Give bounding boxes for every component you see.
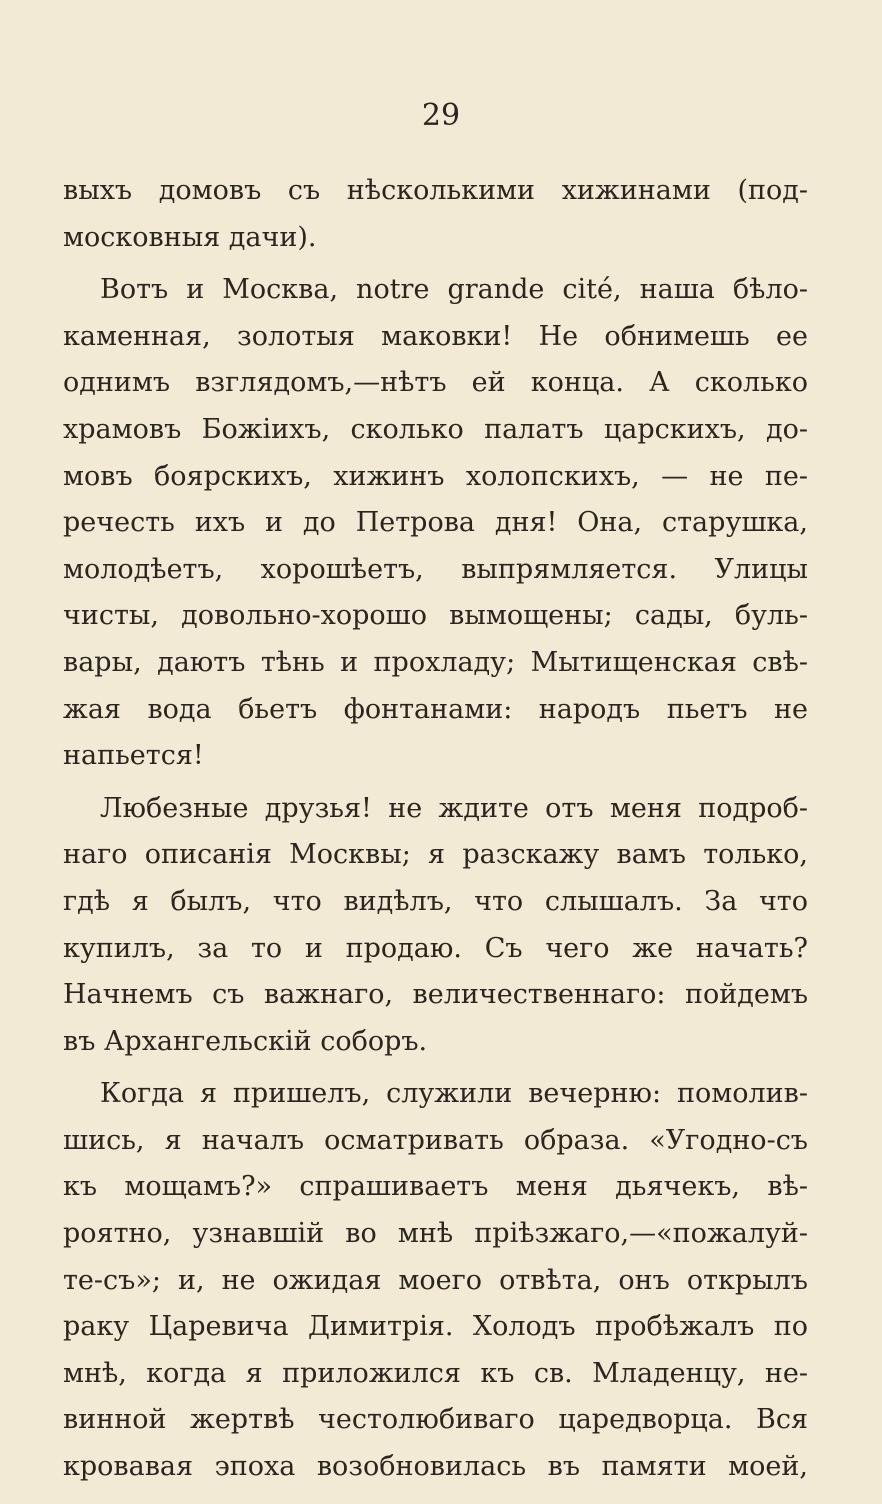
page-number: 29 [421,98,461,133]
text-line: шись, я началъ осматривать образа. «Угодно-съ [63,1124,808,1156]
text-line: къ мощамъ?» спрашиваетъ меня дьячекъ, вѣ- [63,1171,808,1203]
text-line: храмовъ Божіихъ, сколько палатъ царскихъ, до- [63,413,808,445]
text-line: речесть ихъ и до Петрова дня! Она, старушка, [63,507,808,539]
text-line: вары, даютъ тѣнь и прохладу; Мытищенская свѣ- [63,646,808,678]
text-line: въ Архангельскій соборъ. [63,1025,428,1057]
text-line: раку Царевича Димитрія. Холодъ пробѣжалъ по [63,1311,808,1343]
text-line: наго описанія Москвы; я разскажу вамъ только, [63,839,808,871]
text-line: те-съ»; и, не ожидая моего отвѣта, онъ открылъ [63,1264,808,1296]
text-block [63,168,808,1491]
text-line: Вотъ и Москва, notre grande cité, наша бѣло- [100,274,808,306]
text-line: молодѣетъ, хорошѣетъ, выпрямляется. Улицы [63,553,808,585]
text-line: купилъ, за то и продаю. Съ чего же начать? [63,932,808,964]
text-line: мовъ боярскихъ, хижинъ холопскихъ, — не пе- [63,460,808,492]
text-line: гдѣ я былъ, что видѣлъ, что слышалъ. За что [63,885,808,917]
text-line: московныя дачи). [63,221,317,253]
text-line: Начнемъ съ важнаго, величественнаго: пойдемъ [63,979,808,1011]
text-line: жая вода бьетъ фонтанами: народъ пьетъ не [63,693,808,725]
text-line: Любезные друзья! не ждите отъ меня подроб- [100,792,808,824]
text-line: однимъ взглядомъ,—нѣтъ ей конца. А сколько [63,367,808,399]
text-line: каменная, золотыя маковки! Не обнимешь ее [63,320,808,352]
text-line: выхъ домовъ съ нѣсколькими хижинами (под- [63,175,808,206]
text-line: роятно, узнавшій во мнѣ пріѣзжаго,—«пожалуй- [63,1218,808,1250]
text-line: мнѣ, когда я приложился къ св. Младенцу, не- [63,1357,808,1389]
text-line: напьется! [63,740,204,772]
text-line: чисты, довольно-хорошо вымощены; сады, буль- [63,600,808,632]
text-line: винной жертвѣ честолюбиваго царедворца. Вся [63,1404,808,1436]
text-line: Когда я пришелъ, служили вечерню: помолив- [100,1078,808,1110]
text-line: кровавая эпоха возобновилась въ памяти моей, [63,1451,808,1483]
